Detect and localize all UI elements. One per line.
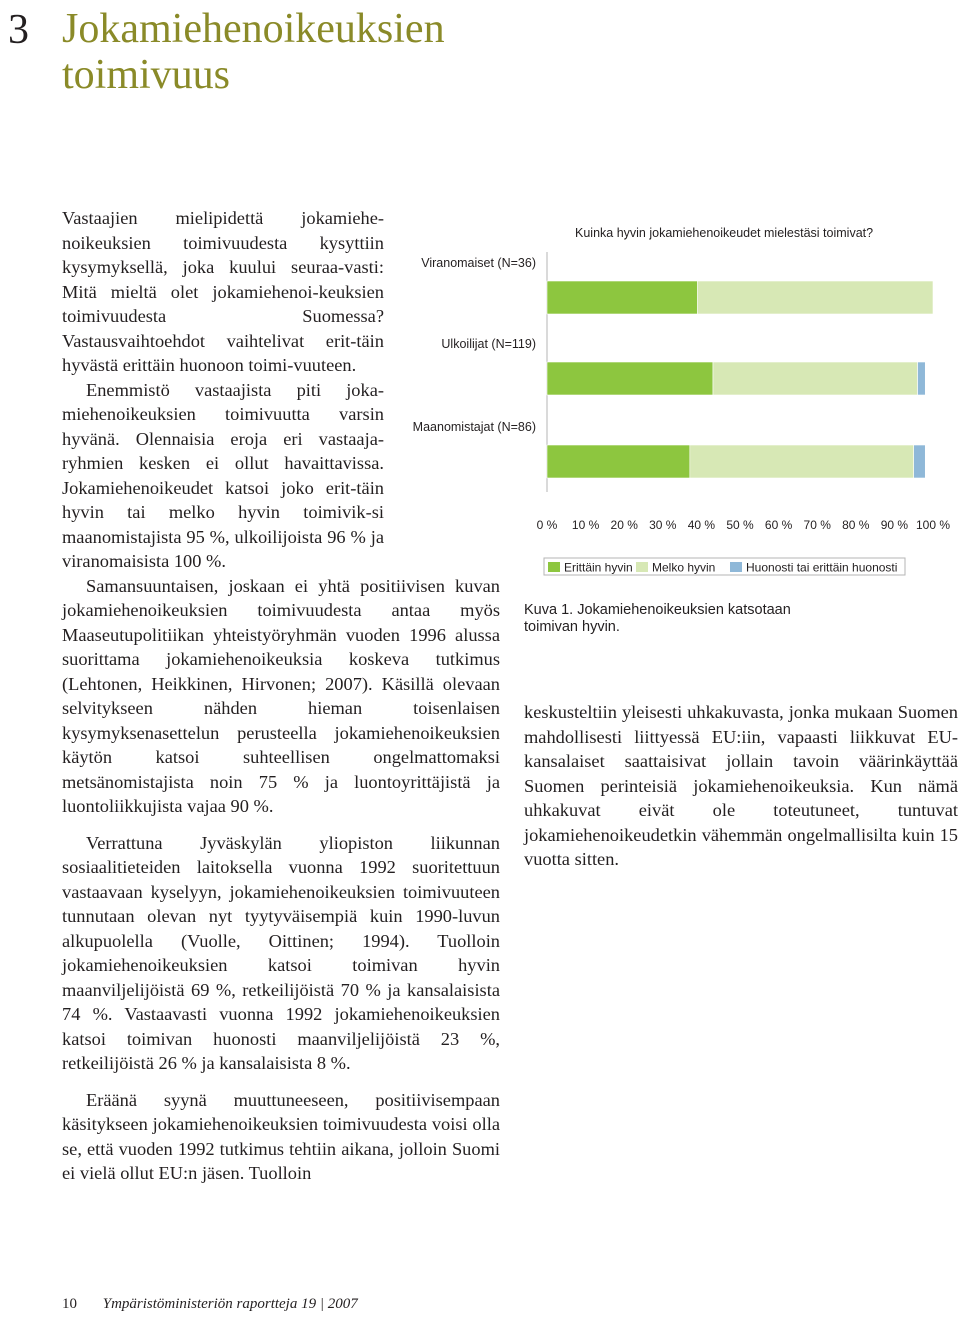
x-tick-label: 80 % [842, 518, 870, 532]
x-tick-label: 0 % [536, 518, 558, 532]
bar-segment [713, 362, 918, 395]
category-label: Maanomistajat (N=86) [412, 420, 536, 434]
chapter-number: 3 [8, 7, 29, 53]
figure-caption [524, 602, 844, 636]
bar-segment [547, 445, 690, 478]
bar-segment [690, 445, 914, 478]
right-column-paragraph: keskusteltiin yleisesti uhkakuvasta, jonka mukaan Suomen mahdollisesti liittyessä EU:iin, vapaasti liikkuvat EU-kansalaiset saattaisivat jollain tavoin väärinkäyttää Suomen perinteisiä jokamiehenoikeuksia. Kun nämä uhkakuvat eivät ole toteutuneet, tuntuvat jokamiehenoikeudetkin vähemmän ongelmallisilta kuin 15 vuotta sitten. [524, 702, 958, 869]
x-tick-label: 100 % [915, 518, 951, 532]
category-label: Ulkoilijat (N=119) [441, 337, 536, 351]
figure-1 [400, 214, 960, 634]
x-tick-label: 20 % [610, 518, 638, 532]
page-footer [62, 1296, 358, 1313]
x-tick-label: 40 % [687, 518, 716, 532]
legend-swatch [636, 562, 648, 572]
paragraph-4: Verrattuna Jyväskylän yliopiston liikunnan sosiaalitieteiden laitoksella vuonna 1992 suoritettuun vastaavaan kyselyyn, jokamiehenoikeuksien toimivuuteen tunnutaan olevan nyt tyytyväisempiä kuin 1990-luvun alkupuolella (Vuolle, Oittinen; 1994). Tuolloin jokamiehenoikeuksien katsoi toimivan hyvin maanviljelijöistä 69 %, retkeilijöistä 70 % ja kansalaisista 74 %. Vastaavasti vuonna 1992 jokamiehenoikeuksien katsoi toimivan huonosti maanviljelijöistä 23 %, retkeilijöistä 26 % ja kansalaisista 8 %. [62, 832, 500, 1073]
stacked-bar-chart [400, 214, 960, 584]
legend-label: Huonosti tai erittäin huonosti [746, 560, 898, 575]
paragraph-5: Eräänä syynä muuttuneeseen, positiivisempaan käsitykseen jokamiehenoikeuksien toimivuudesta voisi olla se, että vuoden 1992 tutkimus tehtiin aikana, jolloin Suomi ei vielä ollut EU:n jäsen. Tuolloin [62, 1089, 500, 1183]
legend-label: Melko hyvin [652, 560, 716, 575]
page-number: 10 [62, 1296, 77, 1312]
x-tick-label: 70 % [803, 518, 831, 532]
legend-label: Erittäin hyvin [564, 560, 633, 575]
bar-segment [547, 362, 713, 395]
paragraph-3: Samansuuntaisen, joskaan ei yhtä positiivisen kuvan jokamiehenoikeuksien toimivuudesta antaa myös Maaseutupolitiikan yhteistyöryhmän vuoden 1996 alussa suorittama jokamiehenoikeuksia koskeva tutkimus (Lehtonen, Heikkinen, Hirvonen; 2007). Käsillä olevaan selvitykseen nähden hieman toisenlaisen kysymyksenasettelun perusteella jokamiehenoikeuksien käytön katsoi suhteellisen ongelmattomaksi metsänomistajista noin 75 % ja luontoyrittäjistä ja luontoliikkujista vajaa 90 %. [62, 575, 500, 816]
x-tick-label: 60 % [764, 518, 793, 532]
bar-segment [698, 281, 933, 314]
category-label: Viranomaiset (N=36) [421, 256, 536, 270]
chart-title: Kuinka hyvin jokamiehenoikeudet mielestäsi toimivat? [575, 226, 874, 240]
bar-segment [547, 281, 698, 314]
x-tick-label: 90 % [880, 518, 909, 532]
caption-line2: toimivan hyvin. [524, 619, 620, 635]
bar-segment [914, 445, 926, 478]
x-tick-label: 30 % [649, 518, 677, 532]
legend-swatch [548, 562, 560, 572]
paragraph-1: Vastaajien mielipidettä jokamiehe-noikeuksien toimivuudesta kysyttiin kysymyksellä, joka kuului seuraa-vasti: Mitä mieltä olet jokamiehenoi-keuksien toimivuudesta Suomessa? Vastausvaihtoehdot vaihtelivat erit-täin hyvästä erittäin huonoon toimi-vuuteen. [62, 208, 384, 375]
chapter-title-line1: Jokamiehenoikeuksien [62, 6, 445, 52]
x-tick-label: 50 % [726, 518, 754, 532]
caption-line1: Kuva 1. Jokamiehenoikeuksien katsotaan [524, 602, 791, 618]
bar-segment [918, 362, 926, 395]
chapter-title-line2: toimivuus [62, 52, 231, 98]
publication-title: Ympäristöministeriön raportteja 19 | 2007 [102, 1296, 358, 1312]
x-tick-label: 10 % [571, 518, 600, 532]
legend-swatch [730, 562, 742, 572]
chapter-title [62, 6, 662, 98]
paragraph-2: Enemmistö vastaajista piti joka-miehenoikeuksien toimivuutta varsin hyvänä. Olennaisia eroja eri vastaaja-ryhmien kesken ei ollut havaittavissa. Jokamiehenoikeudet katsoi joko erit-täin hyvin tai melko hyvin toimivik-si maanomistajista 95 %, ulkoilijoista 96 % ja viranomaisista 100 %. [62, 379, 384, 571]
